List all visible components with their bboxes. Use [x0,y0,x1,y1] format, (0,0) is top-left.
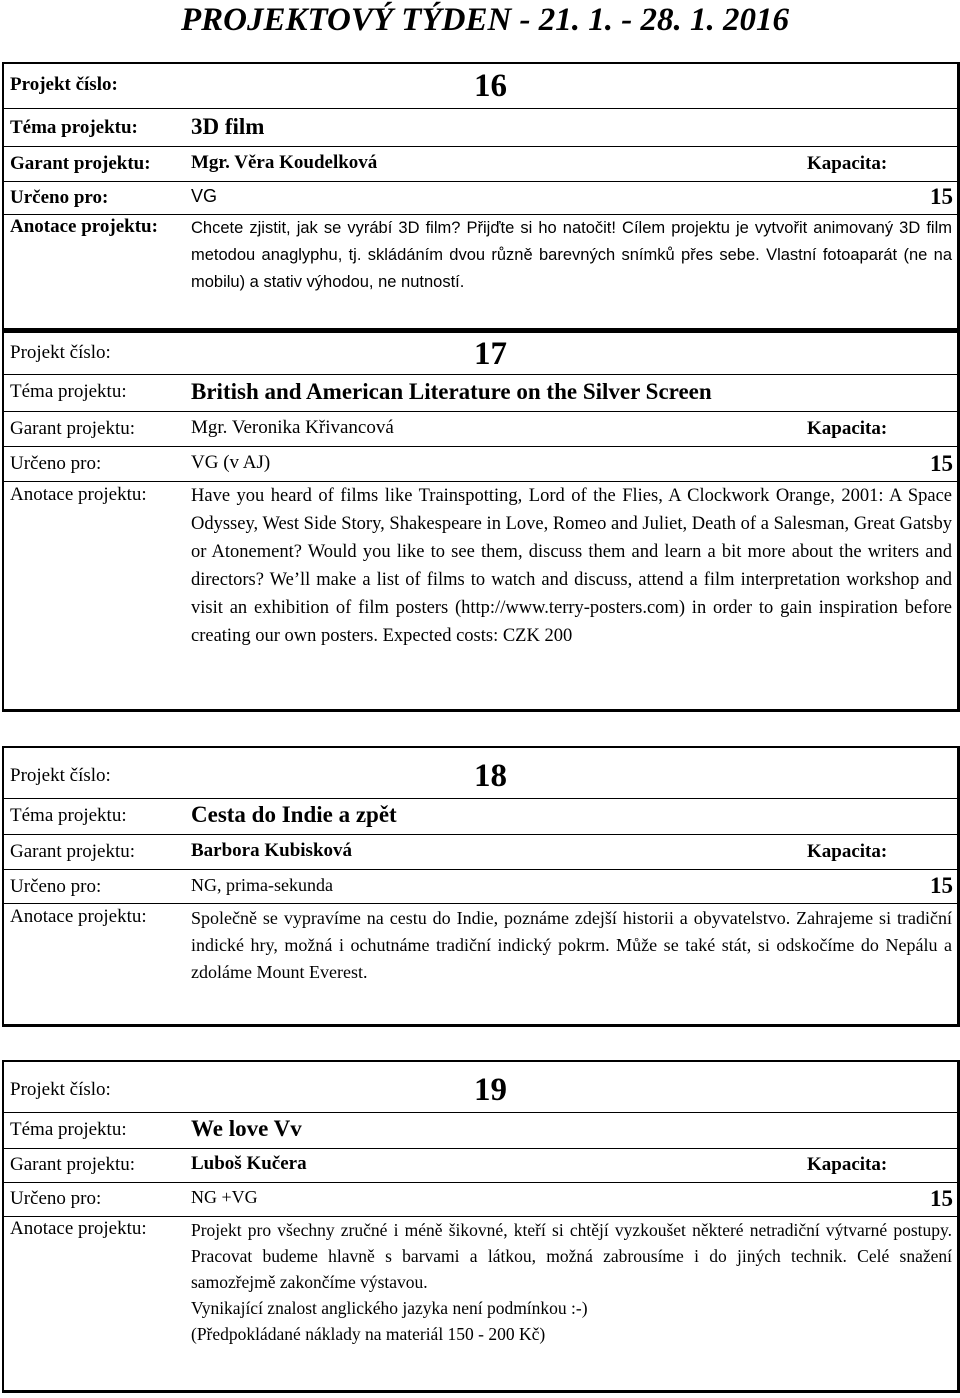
project-guarantor-label: Garant projektu: [10,1154,136,1175]
project-annotation-row [4,215,957,325]
project-number-row [4,330,957,375]
project-theme: We love Vv [191,1116,302,1141]
project-theme-row [4,799,957,835]
project-number-label: Projekt číslo: [10,342,111,363]
project-annotation-row [4,482,957,692]
project-number: 18 [474,758,507,794]
project-number: 19 [474,1072,507,1108]
project-theme-row [4,1113,957,1149]
project-intended-label: Určeno pro: [10,187,109,208]
project-guarantor-row [4,412,957,447]
project-number-label: Projekt číslo: [10,765,111,786]
project-guarantor-label: Garant projektu: [10,841,136,862]
project-annotation-row [4,904,957,1014]
project-capacity: 15 [930,184,953,209]
project-intended-row [4,1183,957,1217]
project-annotation: Have you heard of films like Trainspotting, Lord of the Flies, A Clockwork Orange, 2001: A Space Odyssey, West Side Story, Shakespeare in Love, Romeo and Juliet, Death of a Salesman, Great Gatsby or Atonement? Would you like to see them, discuss them and learn a bit more about the writers and directors? We’ll make a list of films to watch and discuss, attend a film interpretation workshop and visit an exhibition of film posters (http://www.terry-posters.com) in order to gain inspiration before creating our own posters. Expected costs: CZK 200 [191,486,952,646]
project-theme-label: Téma projektu: [10,117,138,138]
capacity-label: Kapacita: [807,418,888,439]
project-intended-row [4,447,957,482]
project-annotation-label: Anotace projektu: [10,216,158,237]
project-intended: NG, prima-sekunda [191,875,333,895]
project-intended: VG [191,186,218,206]
project-annotation-block [191,1217,952,1347]
project-theme-row [4,375,957,412]
project-guarantor-row [4,147,957,182]
project-number: 17 [474,336,507,372]
project-card [2,328,960,712]
project-theme-label: Téma projektu: [10,1119,127,1140]
project-card [2,746,960,1027]
project-capacity: 15 [930,1186,953,1211]
project-guarantor: Mgr. Veronika Křivancová [191,417,394,438]
project-theme: 3D film [191,114,265,139]
project-annotation: Projekt pro všechny zručné i méně šikovné, kteří si chtějí vyzkoušet některé netradiční výtvarné postupy. Pracovat budeme hlavně s barvami a látkou, možná zabrousíme i do jiných technik. Celé snažení samozřejmě zakončíme výstavou. [191,1220,952,1292]
project-guarantor-row [4,1149,957,1183]
project-intended: VG (v AJ) [191,452,271,473]
capacity-label: Kapacita: [807,841,888,862]
project-number-label: Projekt číslo: [10,1079,111,1100]
project-card [2,62,960,333]
project-intended-row [4,182,957,215]
project-intended-label: Určeno pro: [10,453,102,474]
project-number-row [4,748,957,799]
project-guarantor: Luboš Kučera [191,1153,307,1174]
project-guarantor: Barbora Kubisková [191,840,353,861]
project-theme-row [4,109,957,147]
project-card [2,1060,960,1393]
project-theme-label: Téma projektu: [10,805,127,826]
project-guarantor-row [4,835,957,870]
project-intended: NG +VG [191,1187,258,1207]
project-intended-row [4,870,957,904]
project-guarantor: Mgr. Věra Koudelková [191,152,378,173]
project-number-row [4,64,957,109]
project-annotation-note: Vynikající znalost anglického jazyka není podmínkou :-) [191,1298,588,1318]
project-theme-label: Téma projektu: [10,381,127,402]
project-annotation-note: (Předpokládané náklady na materiál 150 - 200 Kč) [191,1324,546,1344]
project-intended-label: Určeno pro: [10,876,102,897]
project-capacity: 15 [930,451,953,476]
project-number-row [4,1062,957,1113]
project-capacity: 15 [930,873,953,898]
project-number-label: Projekt číslo: [10,74,118,95]
project-guarantor-label: Garant projektu: [10,153,151,174]
project-guarantor-label: Garant projektu: [10,418,136,439]
project-annotation: Chcete zjistit, jak se vyrábí 3D film? Přijďte si ho natočit! Cílem projektu je vytvořit animovaný 3D film metodou anaglyphu, tj. skládáním dvou různě barevných snímků přes sebe. Vlastní fotoaparát (ne na mobilu) a stativ výhodou, ne nutností. [191,219,952,291]
project-annotation: Společně se vypravíme na cestu do Indie, poznáme zdejší historii a obyvatelstvo. Zahrajeme si tradiční indické hry, možná i ochutnáme tradiční indický pokrm. Může se také stát, si odskočíme do Nepálu a zdoláme Mount Everest. [191,908,952,982]
capacity-label: Kapacita: [807,153,888,174]
project-number: 16 [474,68,507,104]
project-annotation-label: Anotace projektu: [10,1218,147,1239]
project-annotation-label: Anotace projektu: [10,484,147,505]
capacity-label: Kapacita: [807,1154,888,1175]
project-annotation-row [4,1217,957,1382]
page-title: PROJEKTOVÝ TÝDEN - 21. 1. - 28. 1. 2016 [180,2,790,38]
project-intended-label: Určeno pro: [10,1188,102,1209]
project-theme: British and American Literature on the Silver Screen [191,379,712,404]
project-theme: Cesta do Indie a zpět [191,802,397,827]
project-annotation-label: Anotace projektu: [10,906,147,927]
